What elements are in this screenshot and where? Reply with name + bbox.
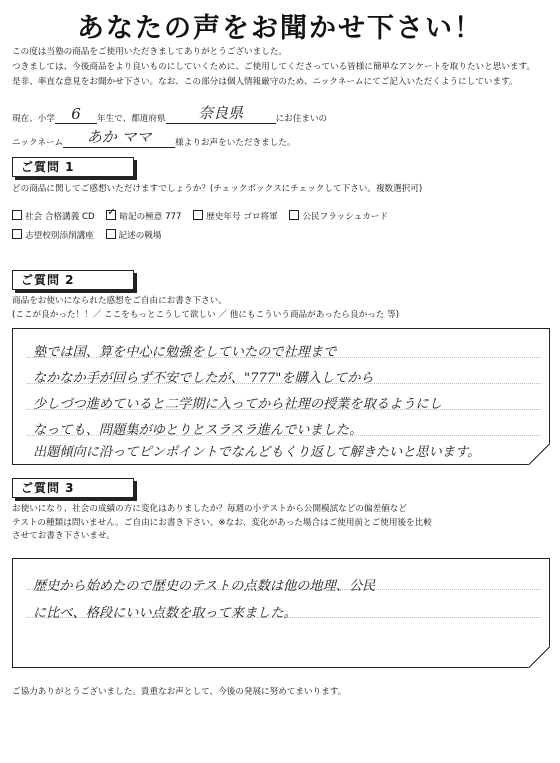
- intro-line: 是非、率直な意見をお聞かせ下さい。なお、この部分は個人情報厳守のため、ニックネームにてご記入いただくようにしています。: [12, 77, 518, 87]
- answer-line: なっても、問題集がゆとりとスラスラ進んでいました。: [33, 423, 363, 438]
- intro-line: この度は当塾の商品をご使用いただきましてありがとうございました。: [12, 47, 288, 57]
- option-item[interactable]: 志望校別添削講座: [12, 229, 94, 241]
- question-3-answer-box[interactable]: [12, 558, 550, 668]
- page-title: あなたの声をお聞かせ下さい！: [77, 13, 483, 44]
- option-item[interactable]: 記述の戦場: [106, 229, 162, 241]
- option-item[interactable]: 公民フラッシュカード: [289, 210, 388, 222]
- question-3-text-line: させてお書き下さいませ。: [12, 531, 115, 541]
- checkbox[interactable]: [12, 229, 22, 239]
- option-item[interactable]: 社会 合格講義 CD: [12, 210, 95, 222]
- prefecture-value: 奈良県: [166, 102, 276, 124]
- checkbox[interactable]: [12, 210, 22, 220]
- folded-corner: [528, 443, 550, 465]
- checkbox-checked[interactable]: [106, 210, 116, 220]
- question-2-text-line: 商品をお使いになられた感想をご自由にお書き下さい。: [12, 296, 227, 306]
- checkbox[interactable]: [193, 210, 203, 220]
- grade-suffix: 年生で、都道府県: [96, 114, 166, 124]
- grade-value: 6: [55, 105, 97, 124]
- answer-line: 塾では国、算を中心に勉強をしていたので社理まで: [33, 345, 337, 360]
- question-2-text-line: (ここが良かった！！／ ここをもっとこうして欲しい ／ 他にもこういう商品があったら良かった 等): [12, 309, 400, 320]
- answer-line: 歴史から始めたので歴史のテストの点数は他の地理、公民: [33, 579, 376, 594]
- question-2-heading: ご質問 2: [12, 270, 134, 290]
- answer-line: に比べ、格段にいい点数を取って来ました。: [33, 606, 297, 621]
- profile-row: [12, 102, 327, 124]
- nickname-suffix: 様よりお声をいただきました。: [175, 138, 296, 148]
- folded-corner: [528, 646, 550, 668]
- question-1-heading: ご質問 1: [12, 157, 134, 177]
- nickname-label: ニックネーム: [12, 138, 64, 148]
- grade-prefix: 現在、小学: [12, 114, 55, 124]
- option-item[interactable]: ✓ 暗記の極意 777: [106, 210, 181, 222]
- prefecture-suffix: にお住まいの: [275, 114, 328, 124]
- question-3-heading: ご質問 3: [12, 478, 134, 498]
- option-item[interactable]: 歴史年号 ゴロ将軍: [193, 210, 277, 222]
- question-3-text-line: テストの種類は問いません。ご自由にお書き下さい。※なお、変化があった場合はご使用前とご使用後を比較: [12, 517, 432, 528]
- closing-message: ご協力ありがとうございました。貴重なお声として、今後の発展に努めてまいります。: [12, 687, 347, 697]
- answer-line: 少しづつ進めていると二学期に入ってから社理の授業を取るようにし: [33, 397, 442, 412]
- question-2-answer-box[interactable]: [12, 328, 550, 465]
- answer-line: なかなか手が回らず不安でしたが、"777"を購入してから: [33, 371, 374, 386]
- checkbox[interactable]: [106, 229, 116, 239]
- question-2-text: [12, 295, 399, 322]
- question-1-options-row-2: [12, 229, 170, 241]
- nickname-value: あか ママ: [63, 126, 175, 148]
- intro-text: [12, 45, 548, 90]
- checkbox[interactable]: [289, 210, 299, 220]
- answer-line: 出題傾向に沿ってピンポイントでなんどもくり返して解きたいと思います。: [33, 445, 481, 460]
- nickname-row: [12, 126, 295, 148]
- question-1-options-row-1: [12, 210, 397, 222]
- intro-line: つきましては、今後商品をより良いものにしていくために、ご使用してくださっている皆様に簡単なアンケートを取りたいと思います。: [12, 62, 536, 72]
- question-3-text: [12, 503, 432, 544]
- question-1-text: どの商品に関してご感想いただけますでしょうか？(チェックボックスにチェックして下さい。複数選択可): [12, 184, 423, 194]
- question-3-text-line: お使いになり、社会の成績の方に変化はありましたか？毎週の小テストから公開模試などの偏差値など: [12, 504, 407, 514]
